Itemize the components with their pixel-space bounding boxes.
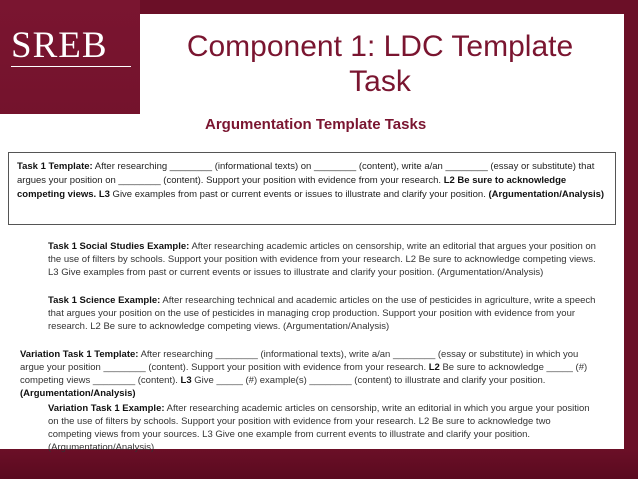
task-template-box bbox=[8, 152, 616, 225]
task-template-l2: L2 Be sure to acknowledge competing views. bbox=[17, 175, 567, 200]
task-template-label: Task 1 Template: bbox=[17, 161, 93, 172]
science-example bbox=[48, 294, 596, 333]
logo-underline bbox=[11, 66, 131, 67]
social-studies-example bbox=[48, 240, 596, 279]
sreb-logo: SREB bbox=[11, 25, 108, 66]
variation-example-text: After researching academic articles on censorship, write an editorial in which you argue your position on the use of filters by schools. Support your position with evidence from your research. L2 Be sure to acknowledge two competing views from your sources. L3 Give one example from current events to illustrate and clarify your position. (Argumentation/Analysis) bbox=[48, 403, 590, 453]
task-template-tag: (Argumentation/Analysis) bbox=[488, 189, 605, 200]
variation-template-l3: L3 bbox=[180, 375, 192, 386]
task-template-text: After researching ________ (informational texts) on ________ (content), write a/an ________ (essay or substitute) that argues your position on ________ (content). Support your position with evidence from your research. bbox=[17, 161, 595, 186]
variation-example-label: Variation Task 1 Example: bbox=[48, 403, 165, 414]
social-studies-label: Task 1 Social Studies Example: bbox=[48, 241, 190, 252]
top-border bbox=[140, 0, 638, 14]
variation-template-text2: Be sure to acknowledge _____ (#) competing views ________ (content). bbox=[20, 362, 588, 386]
right-border bbox=[624, 0, 638, 479]
slide-title: Component 1: LDC Template Task bbox=[186, 30, 574, 98]
document-image bbox=[0, 114, 624, 453]
variation-template-label: Variation Task 1 Template: bbox=[20, 349, 139, 360]
variation-template-tag: (Argumentation/Analysis) bbox=[20, 388, 136, 399]
variation-template-text: After researching ________ (informational texts), write a/an ________ (essay or substitute) in which you argue your position ________ (content). Support your position with evidence from your research. bbox=[20, 349, 579, 373]
document-heading: Argumentation Template Tasks bbox=[205, 116, 427, 133]
science-label: Task 1 Science Example: bbox=[48, 295, 161, 306]
social-studies-text: After researching academic articles on censorship, write an editorial that argues your position on the use of filters by schools. Support your position with evidence from your research. L2 Be sure to acknowledge competing views. L3 Give examples from past or current events or issues to illustrate and clarify your position. (Argumentation/Analysis) bbox=[48, 241, 596, 278]
variation-example bbox=[48, 402, 596, 454]
variation-template-text3: Give _____ (#) example(s) ________ (content) to illustrate and clarify your position. bbox=[191, 375, 546, 386]
science-text: After researching technical and academic articles on the use of pesticides in agriculture, write a speech that argues your position on the use of pesticides in managing crop production. Support your position with evidence from your research. L2 Be sure to acknowledge competing views. (Argumentation/Analysis) bbox=[48, 295, 596, 332]
variation-template bbox=[20, 348, 600, 400]
variation-template-l2: L2 bbox=[428, 362, 440, 373]
task-template-l3: L3 bbox=[96, 189, 110, 200]
task-template-text2: Give examples from past or current events or issues to illustrate and clarify your position. bbox=[109, 189, 489, 200]
